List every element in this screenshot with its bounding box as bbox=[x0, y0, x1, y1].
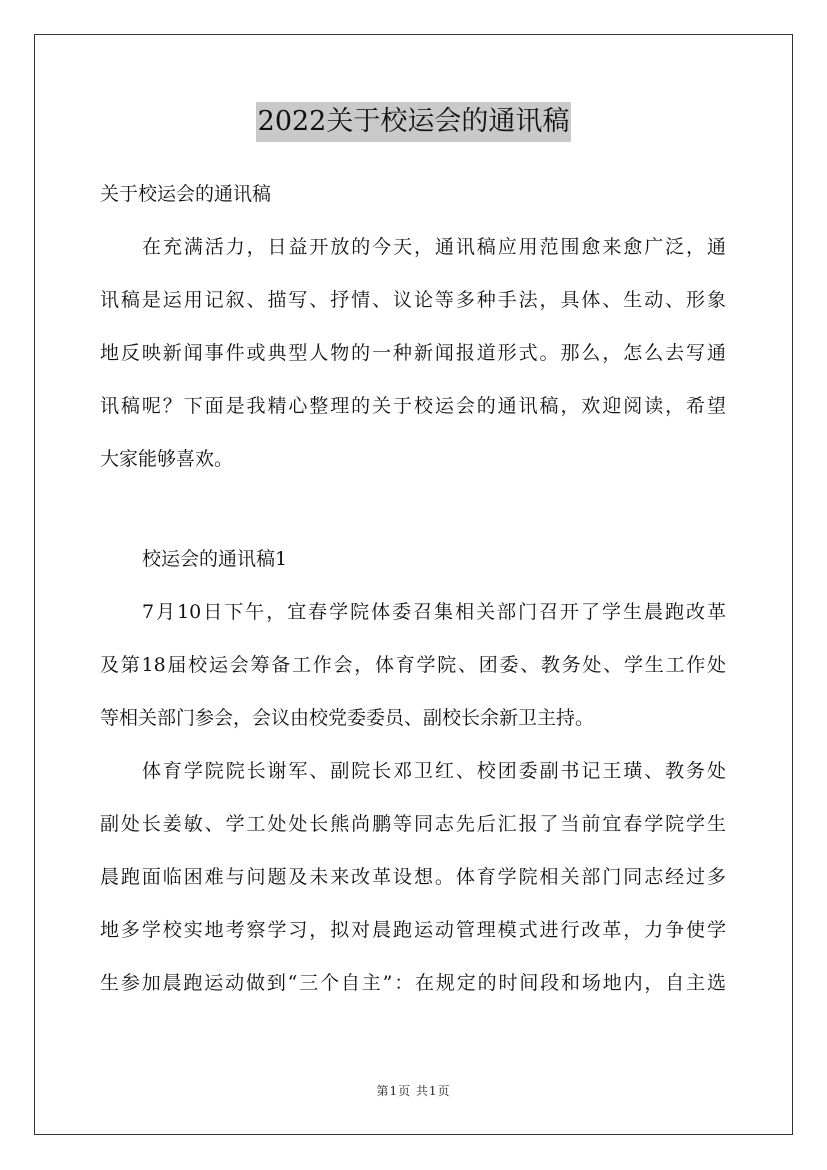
paragraph-line: 副处长姜敏、学工处处长熊尚鹏等同志先后汇报了当前宜春学院学生 bbox=[100, 813, 726, 835]
title-container bbox=[0, 102, 827, 142]
page-footer: 第1页 共1页 bbox=[376, 1084, 451, 1098]
section-heading: 校运会的通讯稿1 bbox=[142, 548, 288, 570]
paragraph-line: 地多学校实地考察学习，拟对晨跑运动管理模式进行改革，力争使学 bbox=[100, 919, 726, 941]
intro-line: 讯稿呢？下面是我精心整理的关于校运会的通讯稿，欢迎阅读，希望 bbox=[100, 395, 726, 417]
intro-line: 地反映新闻事件或典型人物的一种新闻报道形式。那么，怎么去写通 bbox=[100, 342, 726, 364]
document-body bbox=[100, 168, 726, 1010]
intro-line: 讯稿是运用记叙、描写、抒情、议论等多种手法，具体、生动、形象 bbox=[100, 289, 726, 311]
paragraph-gap bbox=[100, 486, 726, 533]
intro-line: 在充满活力，日益开放的今天，通讯稿应用范围愈来愈广泛，通 bbox=[142, 236, 726, 258]
document-subtitle: 关于校运会的通讯稿 bbox=[100, 183, 272, 205]
document-title: 2022关于校运会的通讯稿 bbox=[256, 102, 572, 142]
paragraph-line: 等相关部门参会，会议由校党委委员、副校长余新卫主持。 bbox=[100, 707, 595, 729]
paragraph-line: 生参加晨跑运动做到“三个自主”：在规定的时间段和场地内，自主选 bbox=[100, 972, 726, 994]
paragraph-line: 晨跑面临困难与问题及未来改革设想。体育学院相关部门同志经过多 bbox=[100, 866, 726, 888]
paragraph-line: 及第18届校运会筹备工作会，体育学院、团委、教务处、学生工作处 bbox=[100, 654, 726, 676]
paragraph-line: 7月10日下午，宜春学院体委召集相关部门召开了学生晨跑改革 bbox=[142, 601, 726, 623]
intro-line: 大家能够喜欢。 bbox=[100, 448, 234, 470]
paragraph-line: 体育学院院长谢军、副院长邓卫红、校团委副书记王璜、教务处 bbox=[142, 760, 726, 782]
